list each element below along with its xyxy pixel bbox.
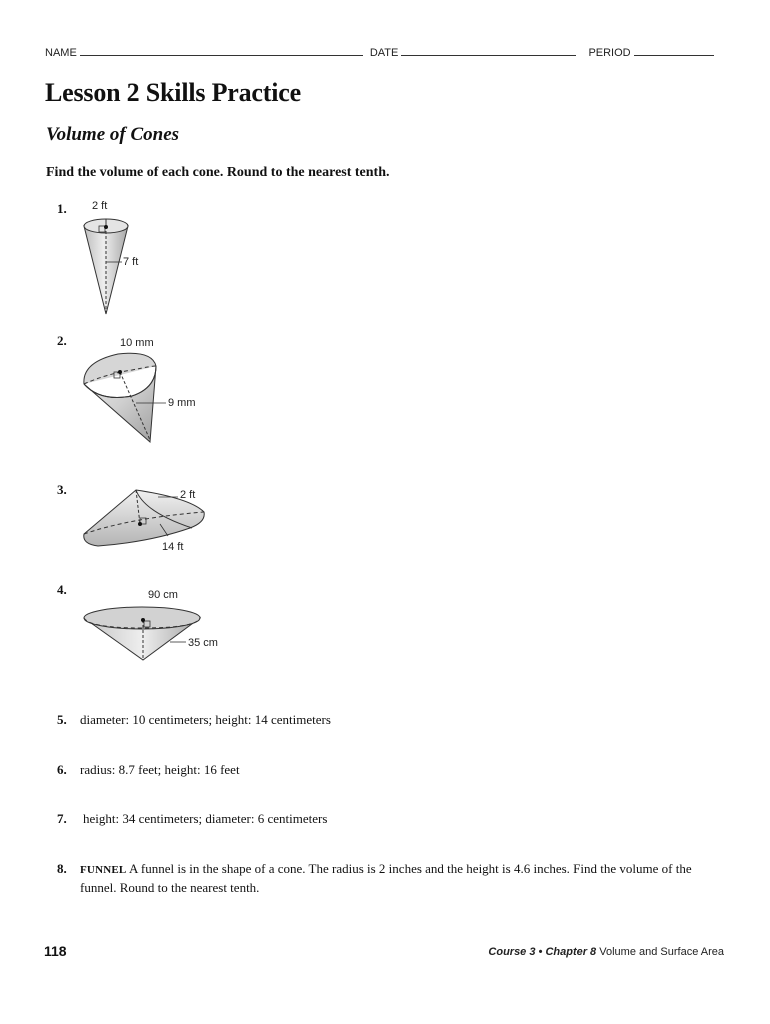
date-label: DATE [369,47,399,59]
cone-figure-2 [80,332,220,450]
problem-3-number: 3. [57,482,67,497]
problem-6-number: 6. [57,762,67,777]
problem-8-body: A funnel is in the shape of a cone. The radius is 2 inches and the height is 4.6 inches. Find the volume of the funnel. Round to the nearest tenth. [80,861,692,895]
name-blank[interactable] [80,46,363,56]
cone-4-side-label: 35 cm [188,637,218,649]
problem-5-text: diameter: 10 centimeters; height: 14 centimeters [80,712,331,727]
cone-3-side-label: 14 ft [162,541,184,553]
course-label: Course 3 • Chapter 8 [488,946,597,958]
cone-2-side-label: 9 mm [168,397,196,409]
student-info-header [45,46,725,59]
problem-7-number: 7. [57,811,67,826]
cone-1-side-label: 7 ft [123,256,139,268]
problem-5-number: 5. [57,712,67,727]
problem-6-text: radius: 8.7 feet; height: 16 feet [80,762,240,777]
chapter-title: Volume and Surface Area [599,946,724,958]
problem-1-number: 1. [57,201,67,216]
cone-3-top-label: 2 ft [180,489,196,501]
instructions: Find the volume of each cone. Round to the nearest tenth. [46,165,390,180]
period-label: PERIOD [588,47,631,59]
problem-8-text [80,860,725,896]
cone-figure-4 [80,584,230,668]
cone-4-top-label: 90 cm [148,589,178,601]
problem-8-number: 8. [57,861,67,876]
date-blank[interactable] [401,46,576,56]
page-title: Lesson 2 Skills Practice [45,78,301,107]
course-footer [488,946,724,958]
cone-figure-3 [80,484,220,556]
problem-7-text: height: 34 centimeters; diameter: 6 centimeters [83,811,328,826]
page-number: 118 [44,943,67,959]
period-blank[interactable] [634,46,714,56]
name-label: NAME [45,47,77,59]
cone-2-top-label: 10 mm [120,337,154,349]
page-subtitle: Volume of Cones [46,124,180,145]
problem-8-label: FUNNEL [80,864,127,876]
problem-4-number: 4. [57,582,67,597]
cone-figure-1 [80,196,170,316]
problem-2-number: 2. [57,333,67,348]
cone-1-top-label: 2 ft [92,200,108,212]
